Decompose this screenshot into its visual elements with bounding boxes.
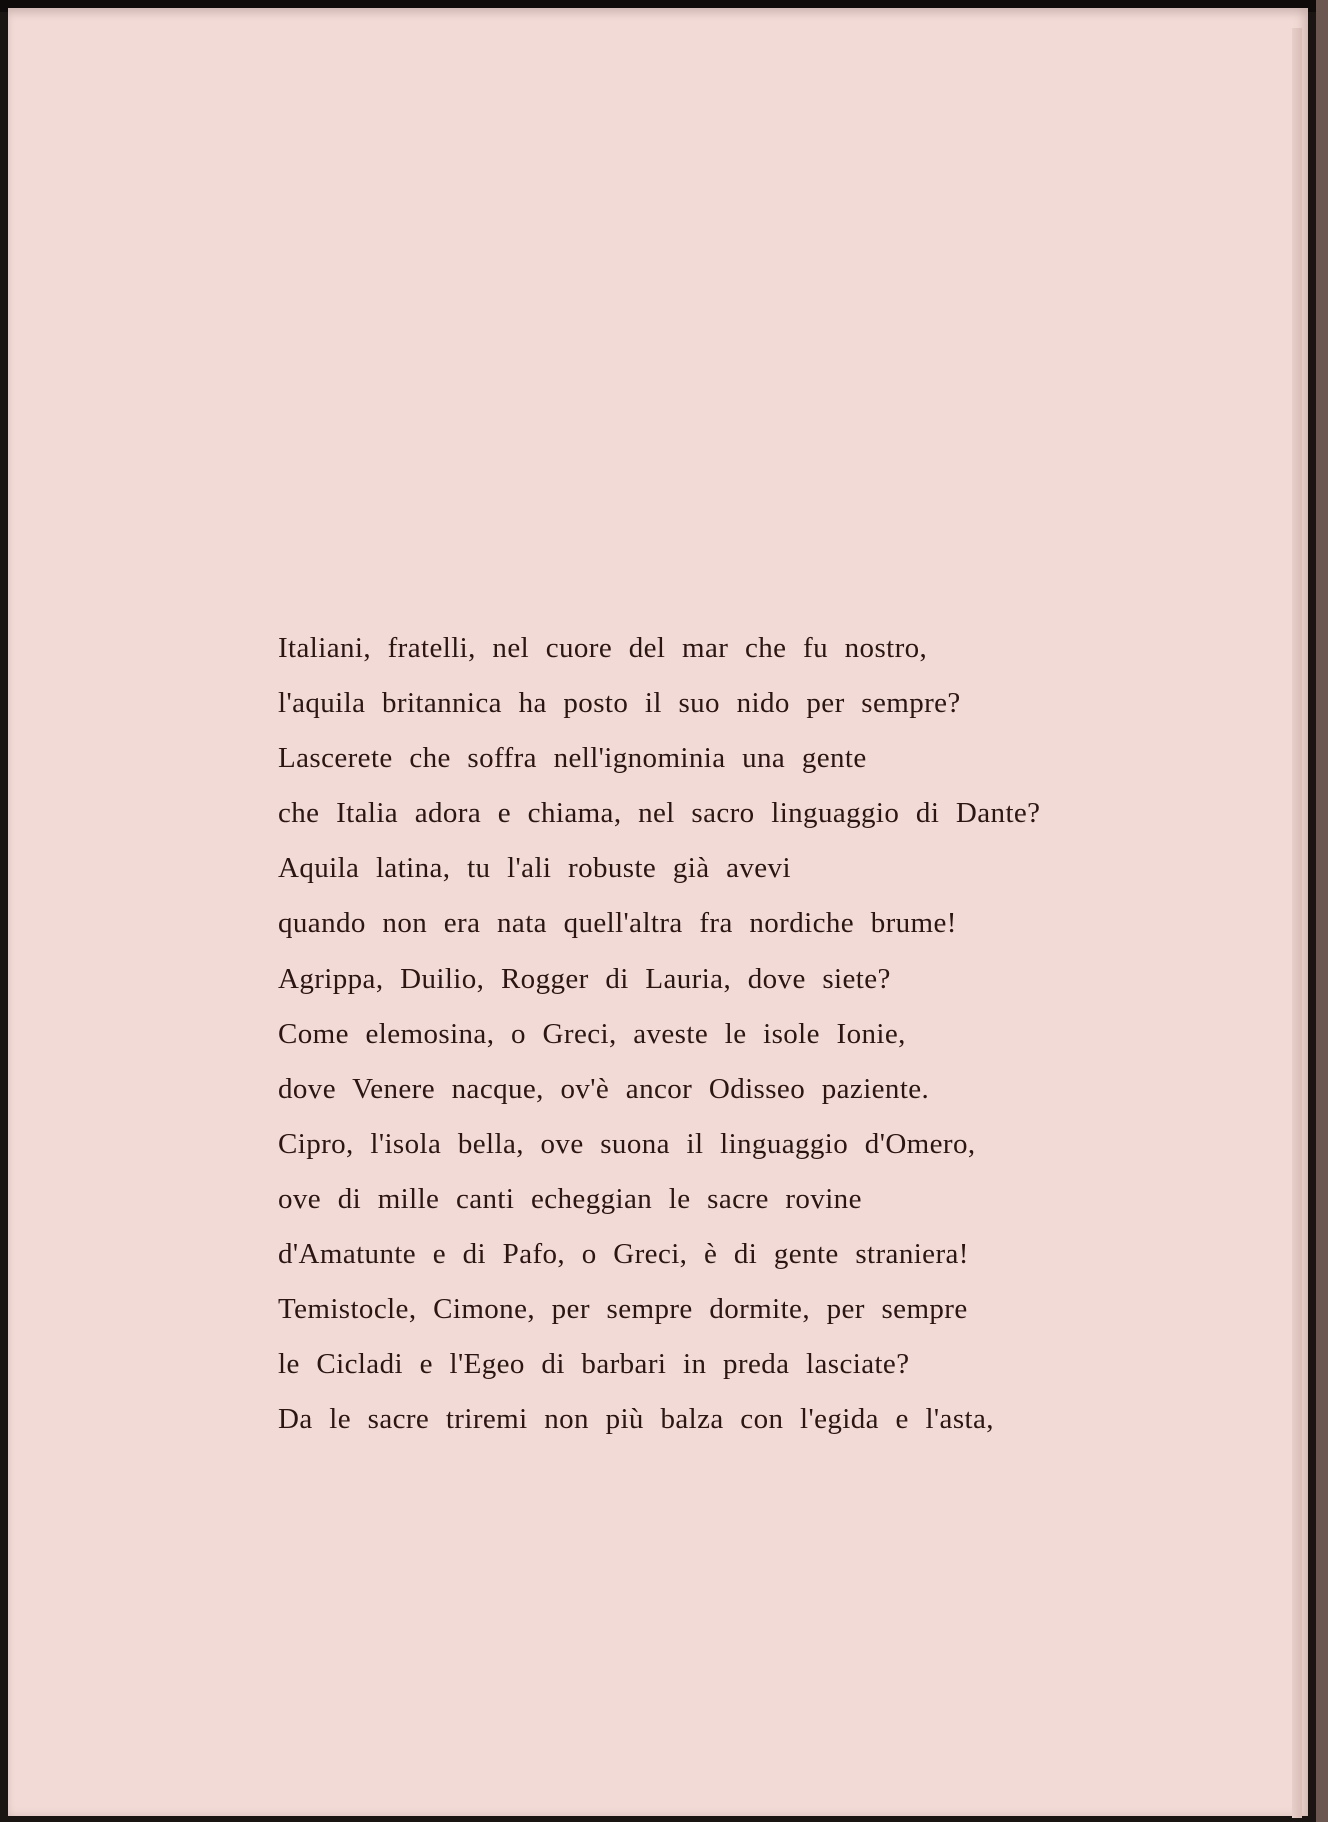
poem-line: Agrippa, Duilio, Rogger di Lauria, dove siete?: [278, 962, 891, 995]
poem-line: Da le sacre triremi non più balza con l'egida e l'asta,: [278, 1403, 994, 1436]
poem-line: dove Venere nacque, ov'è ancor Odisseo paziente.: [278, 1072, 930, 1105]
poem-line: le Cicladi e l'Egeo di barbari in preda lasciate?: [278, 1348, 910, 1381]
poem-line: Temistocle, Cimone, per sempre dormite, per sempre: [278, 1293, 968, 1326]
poem-line: che Italia adora e chiama, nel sacro linguaggio di Dante?: [278, 797, 1041, 830]
poem-line: quando non era nata quell'altra fra nordiche brume!: [278, 907, 957, 940]
poem-line: ove di mille canti echeggian le sacre rovine: [278, 1182, 862, 1215]
book-page: [8, 8, 1308, 1816]
poem-line: d'Amatunte e di Pafo, o Greci, è di gente straniera!: [278, 1238, 969, 1271]
poem-line: Italiani, fratelli, nel cuore del mar che fu nostro,: [278, 632, 928, 664]
poem-line: l'aquila britannica ha posto il suo nido per sempre?: [278, 687, 961, 720]
poem-line: Aquila latina, tu l'ali robuste già avevi: [278, 852, 791, 885]
poem-line: Cipro, l'isola bella, ove suona il linguaggio d'Omero,: [278, 1127, 976, 1160]
poem-line: Come elemosina, o Greci, aveste le isole Ionie,: [278, 1017, 906, 1050]
scan-right-edge: [1316, 0, 1328, 1822]
poem-text: [278, 621, 1040, 1447]
page-fold-shadow: [1292, 28, 1302, 1818]
poem-line: Lascerete che soffra nell'ignominia una gente: [278, 742, 867, 775]
